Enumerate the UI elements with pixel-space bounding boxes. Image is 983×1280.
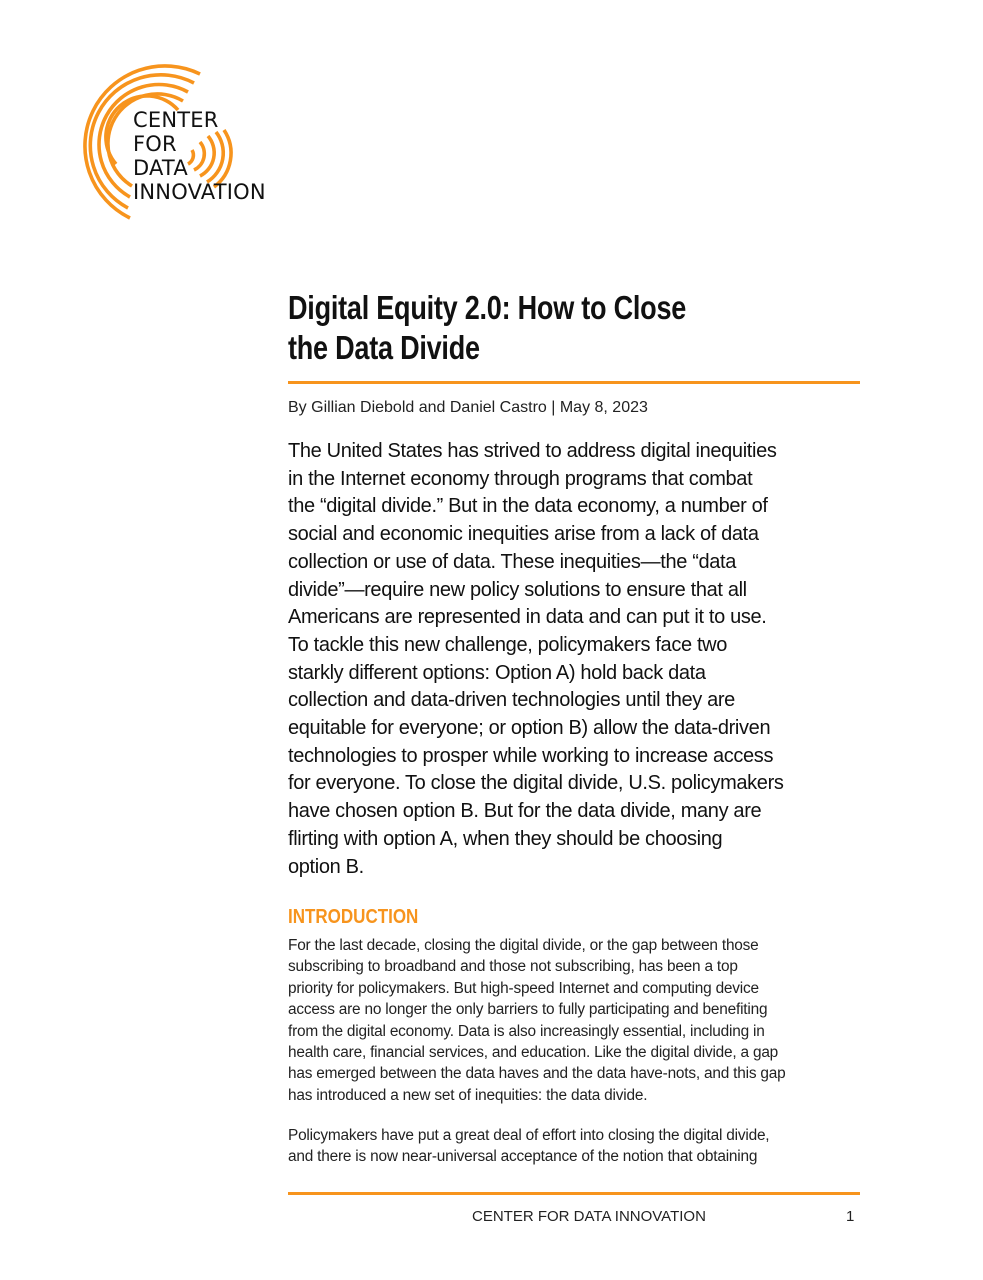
paragraph-line: health care, financial services, and education. Like the digital divide, a gap: [288, 1044, 779, 1062]
paragraph-line: priority for policymakers. But high-speed Internet and computing device: [288, 979, 759, 997]
logo-line: INNOVATION: [133, 180, 266, 204]
abstract-line: divide”—require new policy solutions to ensure that all: [288, 578, 747, 601]
paragraph-line: For the last decade, closing the digital divide, or the gap between those: [288, 937, 759, 954]
abstract-line: Americans are represented in data and can put it to use.: [288, 606, 767, 629]
abstract-line: option B.: [288, 855, 364, 878]
abstract-line: collection and data-driven technologies until they are: [288, 689, 735, 712]
title-divider: [288, 381, 860, 384]
abstract-line: flirting with option A, when they should be choosing: [288, 827, 723, 850]
page-number: 1: [846, 1208, 855, 1225]
footer-divider: [288, 1192, 860, 1195]
abstract-line: To tackle this new challenge, policymakers face two: [288, 633, 728, 656]
abstract-line: social and economic inequities arise from a lack of data: [288, 523, 759, 546]
byline: By Gillian Diebold and Daniel Castro | May 8, 2023: [288, 399, 648, 416]
page-title: [288, 288, 757, 368]
logo-line: FOR: [133, 132, 177, 156]
introduction-paragraph-1: [288, 935, 868, 1106]
abstract-line: collection or use of data. These inequities—the “data: [288, 550, 737, 573]
paragraph-line: from the digital economy. Data is also increasingly essential, including in: [288, 1022, 765, 1040]
abstract-line: The United States has strived to address digital inequities: [288, 440, 777, 462]
abstract-line: in the Internet economy through programs that combat: [288, 467, 753, 490]
center-for-data-innovation-logo: [70, 60, 290, 225]
paragraph-line: Policymakers have put a great deal of effort into closing the digital divide,: [288, 1127, 770, 1144]
section-heading-introduction: INTRODUCTION: [288, 906, 419, 928]
logo-line: DATA: [133, 156, 188, 180]
abstract-line: starkly different options: Option A) hold back data: [288, 661, 706, 684]
abstract-line: technologies to prosper while working to increase access: [288, 744, 774, 767]
logo-wordmark: [133, 108, 266, 204]
abstract-line: the “digital divide.” But in the data economy, a number of: [288, 495, 768, 518]
abstract-line: have chosen option B. But for the data divide, many are: [288, 800, 762, 823]
paragraph-line: subscribing to broadband and those not subscribing, has been a top: [288, 958, 738, 976]
paragraph-line: and there is now near-universal acceptance of the notion that obtaining: [288, 1148, 758, 1166]
introduction-paragraph-2: [288, 1125, 868, 1168]
abstract-line: for everyone. To close the digital divide, U.S. policymakers: [288, 772, 784, 795]
paragraph-line: access are no longer the only barriers to fully participating and benefiting: [288, 1001, 768, 1019]
title-line: the Data Divide: [288, 329, 480, 366]
title-line: Digital Equity 2.0: How to Close: [288, 289, 687, 326]
paragraph-line: has emerged between the data haves and the data have-nots, and this gap: [288, 1065, 786, 1083]
paragraph-line: has introduced a new set of inequities: the data divide.: [288, 1086, 648, 1104]
footer-organization: CENTER FOR DATA INNOVATION: [472, 1208, 706, 1225]
logo-line: CENTER: [133, 108, 219, 132]
abstract: [288, 438, 863, 881]
abstract-line: equitable for everyone; or option B) allow the data-driven: [288, 717, 771, 740]
